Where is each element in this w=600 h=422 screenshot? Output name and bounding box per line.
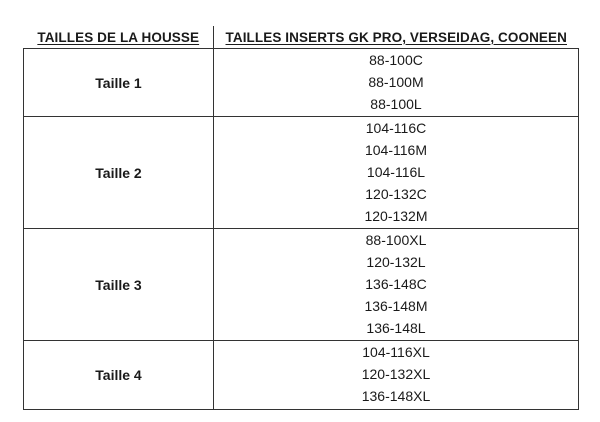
insert-size: 104-116L (366, 163, 426, 180)
insert-size: 104-116C (365, 120, 427, 137)
insert-size: 136-148XL (361, 387, 431, 404)
table-row (24, 229, 579, 341)
insert-size: 88-100L (370, 95, 422, 112)
insert-size: 136-148L (366, 319, 426, 336)
insert-list (214, 49, 579, 117)
size-chart (23, 26, 578, 410)
size-table (23, 26, 579, 410)
insert-list (214, 341, 579, 409)
insert-list (214, 117, 579, 229)
insert-size: 120-132L (366, 254, 426, 271)
insert-size: 120-132C (365, 185, 427, 202)
insert-size: 136-148M (364, 297, 428, 314)
table-row (24, 49, 579, 117)
insert-size: 88-100XL (365, 232, 427, 249)
table-row (24, 341, 579, 409)
insert-size: 104-116M (364, 142, 427, 159)
header-cover-sizes: TAILLES DE LA HOUSSE (24, 26, 214, 49)
insert-size: 136-148C (365, 275, 427, 292)
insert-size: 104-116XL (362, 344, 430, 361)
insert-size: 88-100C (369, 52, 423, 68)
size-name: Taille 4 (24, 341, 214, 409)
insert-size: 88-100M (368, 73, 424, 90)
insert-list (214, 229, 579, 341)
size-name: Taille 2 (24, 117, 214, 229)
header-insert-sizes: TAILLES INSERTS GK PRO, VERSEIDAG, COONEEN (214, 26, 579, 49)
size-name: Taille 1 (24, 49, 214, 117)
table-row (24, 117, 579, 229)
insert-size: 120-132M (364, 207, 428, 224)
insert-size: 120-132XL (361, 366, 431, 383)
header-row (24, 26, 579, 49)
size-name: Taille 3 (24, 229, 214, 341)
